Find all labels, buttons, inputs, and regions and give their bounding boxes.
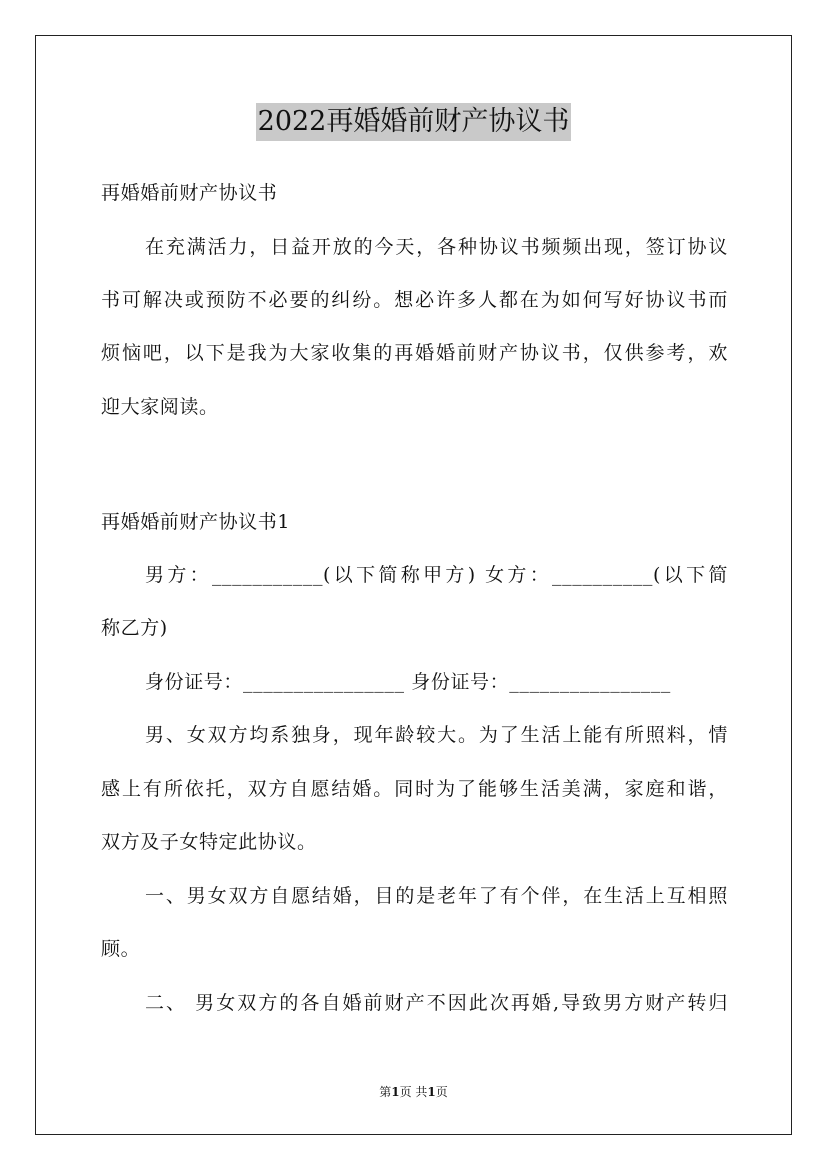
page-footer bbox=[0, 1084, 827, 1100]
section-heading: 再婚婚前财产协议书1 bbox=[101, 511, 291, 533]
footer-suffix: 页 bbox=[435, 1085, 448, 1099]
title-container bbox=[0, 103, 827, 141]
intro-line-3: 烦恼吧，以下是我为大家收集的再婚婚前财产协议书，仅供参考，欢 bbox=[101, 342, 728, 364]
clause1-line-2: 顾。 bbox=[101, 938, 141, 960]
para1-line-3: 双方及子女特定此协议。 bbox=[101, 831, 317, 853]
footer-prefix: 第 bbox=[379, 1085, 392, 1099]
id-number-line: 身份证号：________________ 身份证号：________________ bbox=[145, 671, 671, 693]
footer-mid: 页 共 bbox=[399, 1085, 428, 1099]
para1-line-2: 感上有所依托，双方自愿结婚。同时为了能够生活美满，家庭和谐， bbox=[101, 778, 728, 800]
document-title: 2022再婚婚前财产协议书 bbox=[256, 103, 572, 141]
intro-line-2: 书可解决或预防不必要的纠纷。想必许多人都在为如何写好协议书而 bbox=[101, 289, 728, 311]
footer-page-total: 1 bbox=[427, 1085, 436, 1099]
document-heading: 再婚婚前财产协议书 bbox=[101, 182, 278, 204]
para1-line-1: 男、女双方均系独身，现年龄较大。为了生活上能有所照料，情 bbox=[145, 724, 728, 746]
clause1-line-1: 一、男女双方自愿结婚，目的是老年了有个伴，在生活上互相照 bbox=[145, 885, 728, 907]
clause2-line-1: 二、 男女双方的各自婚前财产不因此次再婚,导致男方财产转归 bbox=[145, 992, 728, 1014]
parties-line-1: 男方：___________(以下简称甲方) 女方：__________(以下简 bbox=[145, 564, 728, 586]
intro-line-4: 迎大家阅读。 bbox=[101, 396, 219, 418]
parties-line-2: 称乙方) bbox=[101, 617, 168, 639]
footer-page-number: 1 bbox=[391, 1085, 400, 1099]
intro-line-1: 在充满活力，日益开放的今天，各种协议书频频出现，签订协议 bbox=[145, 236, 728, 258]
